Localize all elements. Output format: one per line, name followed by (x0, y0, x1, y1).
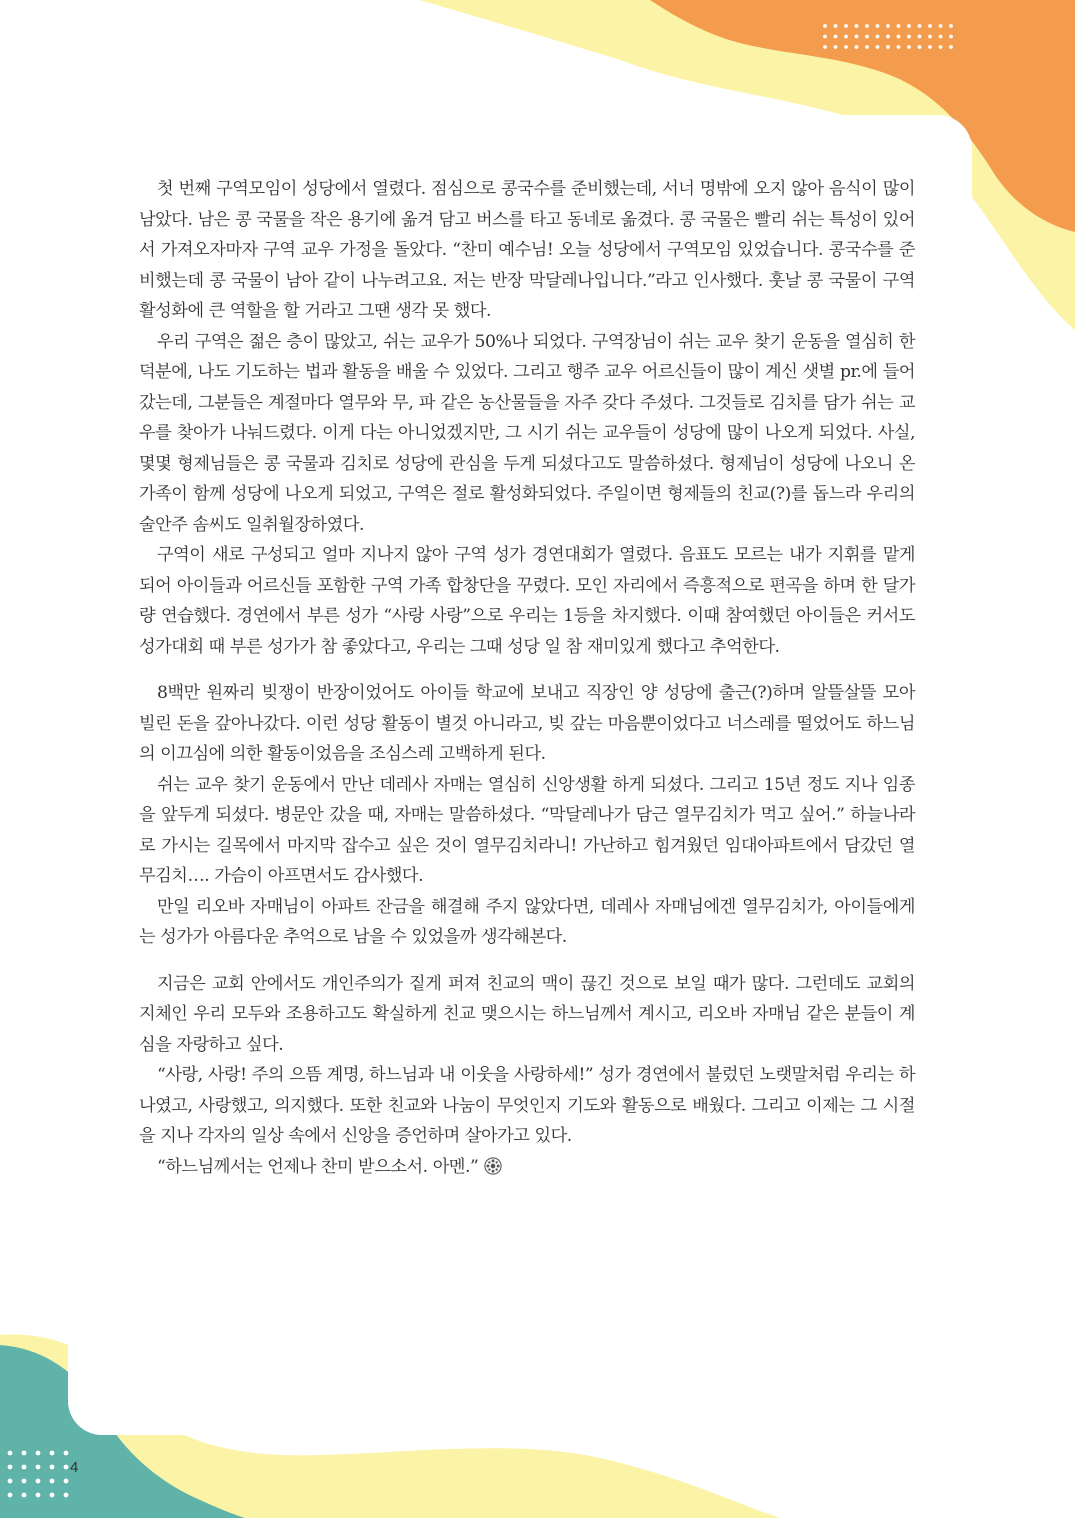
decor-dot (949, 45, 953, 49)
decor-dot (36, 1451, 41, 1456)
decor-dot (50, 1451, 55, 1456)
decor-dot (8, 1493, 13, 1498)
closing-quote: “하느님께서는 언제나 찬미 받으소서. 아멘.” (157, 1156, 479, 1177)
decor-dot (844, 24, 848, 28)
decor-dot (22, 1451, 27, 1456)
decor-dot (22, 1493, 27, 1498)
paragraph-5: 쉬는 교우 찾기 운동에서 만난 데레사 자매는 열심히 신앙생활 하게 되셨다. 그리고 15년 정도 지나 임종을 앞두게 되셨다. 병문안 갔을 때, 자매는 말씀하셨다. “막달레나가 담근 열무김치가 먹고 싶어.” 하늘나라로 가시는 길목에서 마지막 잡수고 싶은 것이 열무김치라니! 가난하고 힘겨웠던 임대아파트에서 담갔던 열무김치…. 가슴이 아프면서도 감사했다. (139, 774, 915, 886)
decor-dot (876, 45, 880, 49)
decor-dot (834, 24, 838, 28)
decor-dot (939, 24, 943, 28)
decor-dot (855, 24, 859, 28)
decor-dot (865, 24, 869, 28)
decor-dot (823, 24, 827, 28)
decor-dot (36, 1493, 41, 1498)
decor-dot (949, 35, 953, 39)
decor-dot (897, 24, 901, 28)
decor-dot (823, 35, 827, 39)
decor-dot (918, 45, 922, 49)
paragraph-8: “사랑, 사랑! 주의 으뜸 계명, 하느님과 내 이웃을 사랑하세!” 성가 경연에서 불렀던 노랫말처럼 우리는 하나였고, 사랑했고, 의지했다. 또한 친교와 나눔이 무엇인지 기도와 활동으로 배웠다. 그리고 이제는 그 시절을 지나 각자의 일상 속에서 신앙을 증언하며 살아가고 있다. (139, 1065, 915, 1146)
decor-dot (64, 1493, 69, 1498)
decor-dot (855, 45, 859, 49)
page-number: 4 (70, 1459, 79, 1476)
decor-dot (36, 1465, 41, 1470)
decor-dot (823, 45, 827, 49)
paragraph-3: 구역이 새로 구성되고 얼마 지나지 않아 구역 성가 경연대회가 열렸다. 음표도 모르는 내가 지휘를 맡게 되어 아이들과 어르신들 포함한 구역 가족 합창단을 꾸렸다. 모인 자리에서 즉흥적으로 편곡을 하며 한 달가량 연습했다. 경연에서 부른 성가 “사랑 사랑”으로 우리는 1등을 차지했다. 이때 참여했던 아이들은 커서도 성가대회 때 부른 성가가 참 좋았다고, 우리는 그때 성당 일 참 재미있게 했다고 추억한다. (139, 545, 915, 657)
decor-dot (834, 35, 838, 39)
decor-dot (50, 1465, 55, 1470)
article-body (139, 174, 915, 1182)
decor-dot (928, 45, 932, 49)
decor-dot (886, 35, 890, 39)
decor-dot (50, 1479, 55, 1484)
decor-dot (886, 24, 890, 28)
decor-dot (64, 1451, 69, 1456)
decor-dot (865, 35, 869, 39)
decor-dot (897, 45, 901, 49)
decor-dot (22, 1465, 27, 1470)
decor-dot (886, 45, 890, 49)
decor-dot (844, 35, 848, 39)
decor-dot (907, 45, 911, 49)
decor-dot (928, 24, 932, 28)
decor-dot (844, 45, 848, 49)
paragraph-9 (139, 1152, 915, 1183)
decor-dot (876, 35, 880, 39)
decor-dot (855, 35, 859, 39)
decor-dot (907, 35, 911, 39)
decor-dot (918, 24, 922, 28)
paragraph-1: 첫 번째 구역모임이 성당에서 열렸다. 점심으로 콩국수를 준비했는데, 서너 명밖에 오지 않아 음식이 많이 남았다. 남은 콩 국물을 작은 용기에 옮겨 담고 버스를 타고 동네로 옮겼다. 콩 국물은 빨리 쉬는 특성이 있어서 가져오자마자 구역 교우 가정을 돌았다. “찬미 예수님! 오늘 성당에서 구역모임 있었습니다. 콩국수를 준비했는데 콩 국물이 남아 같이 나누려고요. 저는 반장 막달레나입니다.”라고 인사했다. 훗날 콩 국물이 구역 활성화에 큰 역할을 할 거라고 그땐 생각 못 했다. (139, 179, 915, 321)
decor-dot (64, 1465, 69, 1470)
decor-dot (928, 35, 932, 39)
decor-dot (36, 1479, 41, 1484)
decor-dot (64, 1479, 69, 1484)
decor-dot (907, 24, 911, 28)
decor-dot (8, 1451, 13, 1456)
decor-dot (22, 1479, 27, 1484)
paragraph-7: 지금은 교회 안에서도 개인주의가 짙게 퍼져 친교의 맥이 끊긴 것으로 보일 때가 많다. 그런데도 교회의 지체인 우리 모두와 조용하고도 확실하게 친교 맺으시는 하느님께서 계시고, 리오바 자매님 같은 분들이 계심을 자랑하고 싶다. (139, 973, 915, 1055)
decor-dot (834, 45, 838, 49)
decor-dot (949, 24, 953, 28)
decor-dot (876, 24, 880, 28)
paragraph-2: 우리 구역은 젊은 층이 많았고, 쉬는 교우가 50%나 되었다. 구역장님이 쉬는 교우 찾기 운동을 열심히 한 덕분에, 나도 기도하는 법과 활동을 배울 수 있었다. 그리고 행주 교우 어르신들이 많이 계신 샛별 pr.에 들어갔는데, 그분들은 계절마다 열무와 무, 파 같은 농산물들을 자주 갖다 주셨다. 그것들로 김치를 담가 쉬는 교우를 찾아가 나눠드렸다. 이게 다는 아니었겠지만, 그 시기 쉬는 교우들이 성당에 많이 나오게 되었다. 사실, 몇몇 형제님들은 콩 국물과 김치로 성당에 관심을 두게 되셨다고도 말씀하셨다. 형제님이 성당에 나오니 온 가족이 함께 성당에 나오게 되었고, 구역은 절로 활성화되었다. 주일이면 형제들의 친교(?)를 돕느라 우리의 술안주 솜씨도 일취월장하였다. (139, 331, 915, 535)
decor-dot (939, 45, 943, 49)
decor-dot (50, 1493, 55, 1498)
decor-dot (897, 35, 901, 39)
decor-dot (939, 35, 943, 39)
paragraph-6: 만일 리오바 자매님이 아파트 잔금을 해결해 주지 않았다면, 데레사 자매님에겐 열무김치가, 아이들에게는 성가가 아름다운 추억으로 남을 수 있었을까 생각해본다. (139, 896, 915, 947)
decor-dot (8, 1465, 13, 1470)
paragraph-4: 8백만 원짜리 빚쟁이 반장이었어도 아이들 학교에 보내고 직장인 양 성당에 출근(?)하며 알뜰살뜰 모아 빌린 돈을 갚아나갔다. 이런 성당 활동이 별것 아니라고, 빚 갚는 마음뿐이었다고 너스레를 떨었어도 하느님의 이끄심에 의한 활동이었음을 조심스레 고백하게 된다. (139, 683, 915, 764)
decor-dot (8, 1479, 13, 1484)
flower-ornament-icon (484, 1157, 502, 1175)
decor-dot (918, 35, 922, 39)
decor-dot (865, 45, 869, 49)
